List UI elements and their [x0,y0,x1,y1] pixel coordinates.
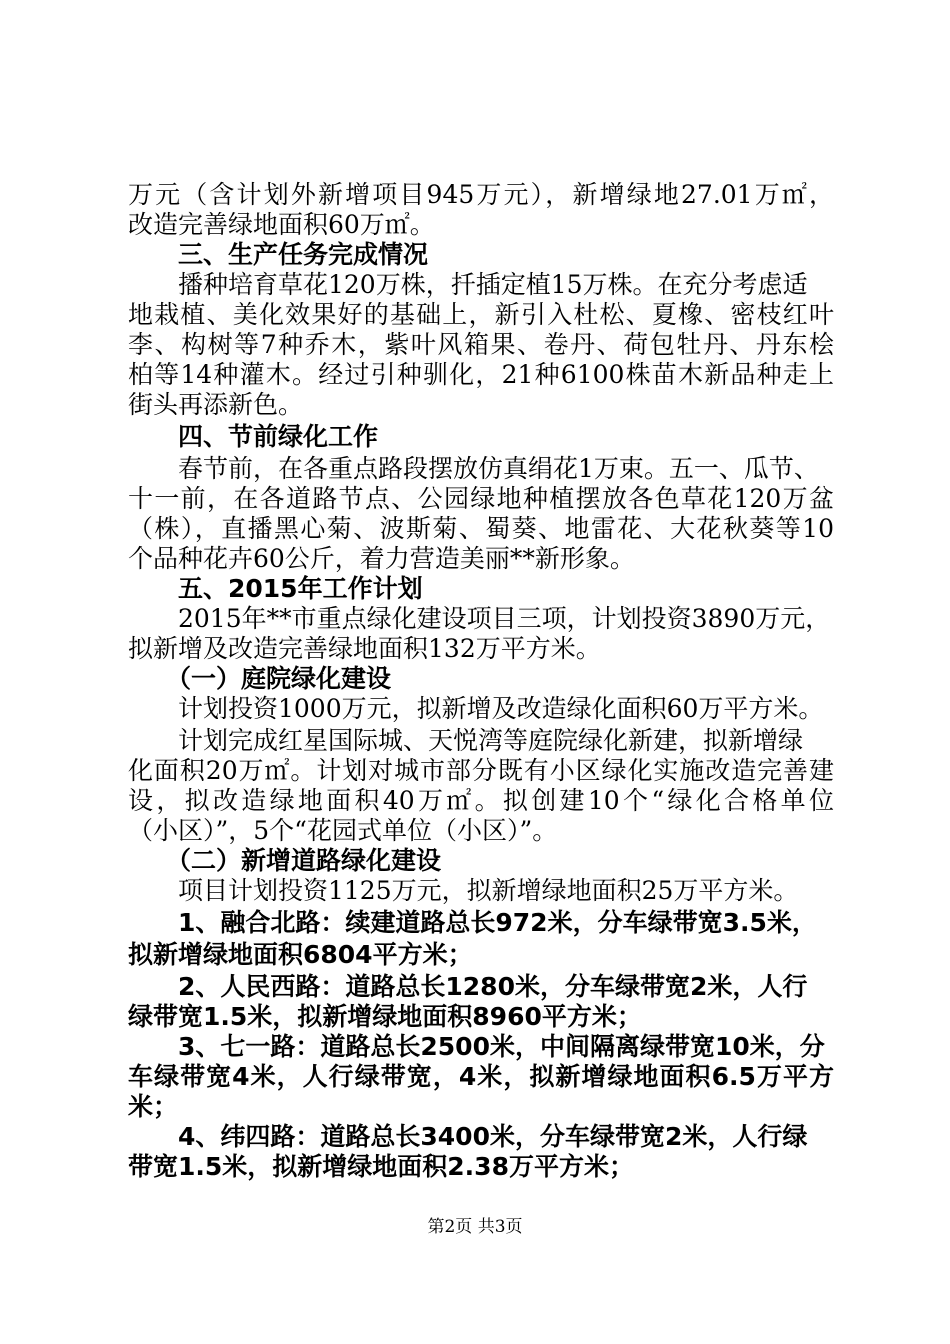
list-item-continued: 拟新增绿地面积6804平方米； [128,940,473,969]
body-line: 计划投资1000万元，拟新增及改造绿化面积60万平方米。 [178,694,824,723]
body-line: 2015年**市重点绿化建设项目三项，计划投资3890万元， [178,604,831,633]
body-line: （小区）”，5个“花园式单位（小区）”。 [128,816,558,845]
body-line: 十一前，在各道路节点、公园绿地种植摆放各色草花120万盆 [128,484,834,513]
body-line: 播种培育草花120万株，扦插定植15万株。在充分考虑适 [178,270,808,299]
subsection-heading: （一）庭院绿化建设 [166,664,392,693]
list-item-continued: 绿带宽1.5米，拟新增绿地面积8960平方米； [128,1002,642,1031]
page-footer: 第2页 共3页 [427,1217,523,1237]
body-line: 拟新增及改造完善绿地面积132万平方米。 [128,634,601,663]
body-line: 柏等14种灌木。经过引种驯化，21种6100株苗木新品种走上 [128,360,834,389]
list-item: 4、纬四路：道路总长3400米，分车绿带宽2米，人行绿 [178,1122,808,1151]
list-item-continued: 带宽1.5米，拟新增绿地面积2.38万平方米； [128,1152,634,1181]
body-line: 改造完善绿地面积60万㎡。 [128,210,435,239]
body-line: 万元（含计划外新增项目945万元），新增绿地27.01万㎡， [128,180,834,209]
list-item: 3、七一路：道路总长2500米，中间隔离绿带宽10米，分 [178,1032,825,1061]
body-line: 计划完成红星国际城、天悦湾等庭院绿化新建，拟新增绿 [178,726,804,755]
body-line: 项目计划投资1125万元，拟新增绿地面积25万平方米。 [178,876,799,905]
body-line: 地栽植、美化效果好的基础上，新引入杜松、夏橡、密枝红叶 [128,300,834,329]
body-line: 李、构树等7种乔木，紫叶风箱果、卷丹、荷包牡丹、丹东桧 [128,330,834,359]
section-heading: 五、2015年工作计划 [178,574,423,603]
body-line: （株），直播黑心菊、波斯菊、蜀葵、地雷花、大花秋葵等10 [128,514,834,543]
list-item: 2、人民西路：道路总长1280米，分车绿带宽2米，人行 [178,972,808,1001]
section-heading: 四、节前绿化工作 [178,422,379,451]
body-line: 个品种花卉60公斤，着力营造美丽**新形象。 [128,544,635,573]
subsection-heading: （二）新增道路绿化建设 [166,846,442,875]
list-item: 1、融合北路：续建道路总长972米，分车绿带宽3.5米， [178,908,817,937]
list-item-continued: 车绿带宽4米，人行绿带宽，4米，拟新增绿地面积6.5万平方 [128,1062,834,1091]
body-line: 设，拟改造绿地面积40万㎡。拟创建10个“绿化合格单位 [128,786,834,815]
body-line: 春节前，在各重点路段摆放仿真绢花1万束。五一、瓜节、 [178,454,819,483]
section-heading: 三、生产任务完成情况 [178,240,429,269]
list-item-continued: 米； [128,1092,179,1121]
body-line: 化面积20万㎡。计划对城市部分既有小区绿化实施改造完善建 [128,756,834,785]
body-line: 街头再添新色。 [128,390,304,419]
